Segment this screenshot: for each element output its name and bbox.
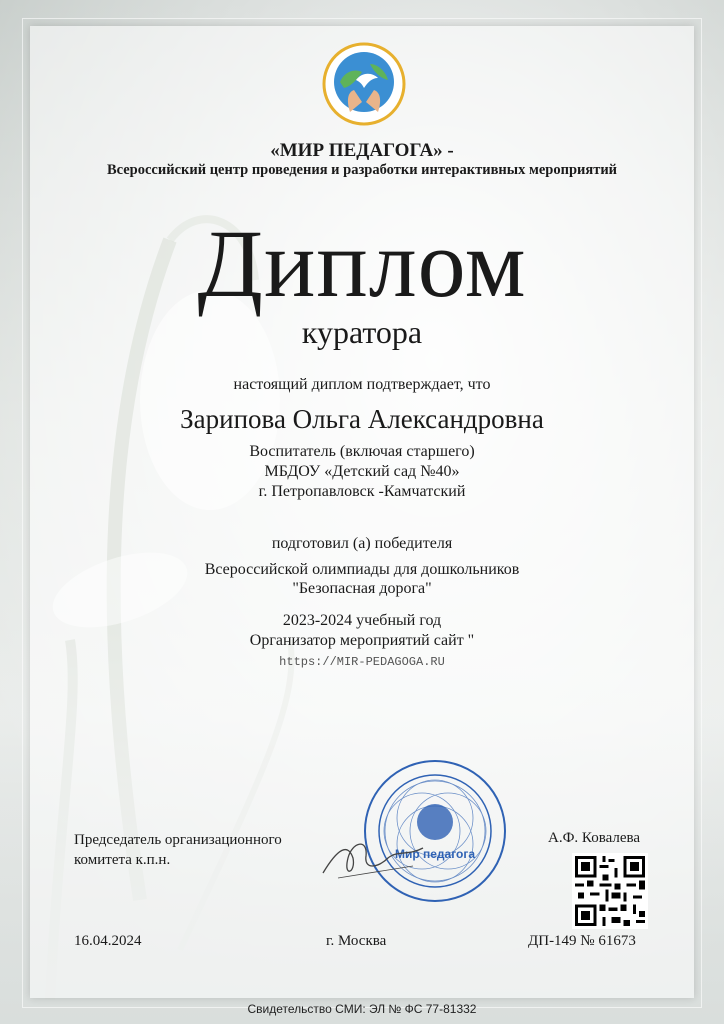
diploma-title: Диплом	[197, 210, 527, 317]
document-number: ДП-149 № 61673	[528, 933, 636, 949]
academic-year: 2023-2024 учебный год	[282, 612, 442, 629]
chair-title-line2: комитета к.п.н.	[74, 852, 171, 868]
organizer-text: Организатор мероприятий сайт "	[249, 632, 475, 649]
stamp-text: Мир педагога	[394, 847, 476, 861]
globe-hands-dove-logo-icon	[322, 42, 406, 126]
organization-subtitle: Всероссийский центр проведения и разработки интерактивных мероприятий	[106, 162, 618, 178]
media-registration: Свидетельство СМИ: ЭЛ № ФС 77-81332	[247, 1002, 477, 1016]
diploma-subtitle: куратора	[301, 314, 423, 350]
qr-code-icon[interactable]	[572, 853, 648, 929]
organization-name: «МИР ПЕДАГОГА» -	[270, 140, 454, 161]
handwritten-signature	[318, 828, 428, 888]
chair-title-line1: Председатель организационного	[74, 832, 282, 848]
event-name-line1: Всероссийской олимпиады для дошкольников	[204, 561, 520, 578]
recipient-position: Воспитатель (включая старшего)	[249, 443, 475, 460]
recipient-name: Зарипова Ольга Александровна	[180, 404, 544, 434]
chair-title	[74, 830, 282, 870]
recipient-city: г. Петропавловск -Камчатский	[258, 483, 466, 500]
recipient-institution: МБДОУ «Детский сад №40»	[264, 463, 460, 480]
issue-date: 16.04.2024	[74, 933, 142, 949]
organizer-url: https://MIR-PEDAGOGA.RU	[279, 655, 445, 669]
prepared-text: подготовил (а) победителя	[271, 535, 453, 552]
chair-name: А.Ф. Ковалева	[548, 830, 641, 846]
issue-city: г. Москва	[326, 933, 387, 949]
confirmation-text: настоящий диплом подтверждает, что	[233, 376, 491, 393]
event-name-line2: "Безопасная дорога"	[292, 580, 432, 597]
